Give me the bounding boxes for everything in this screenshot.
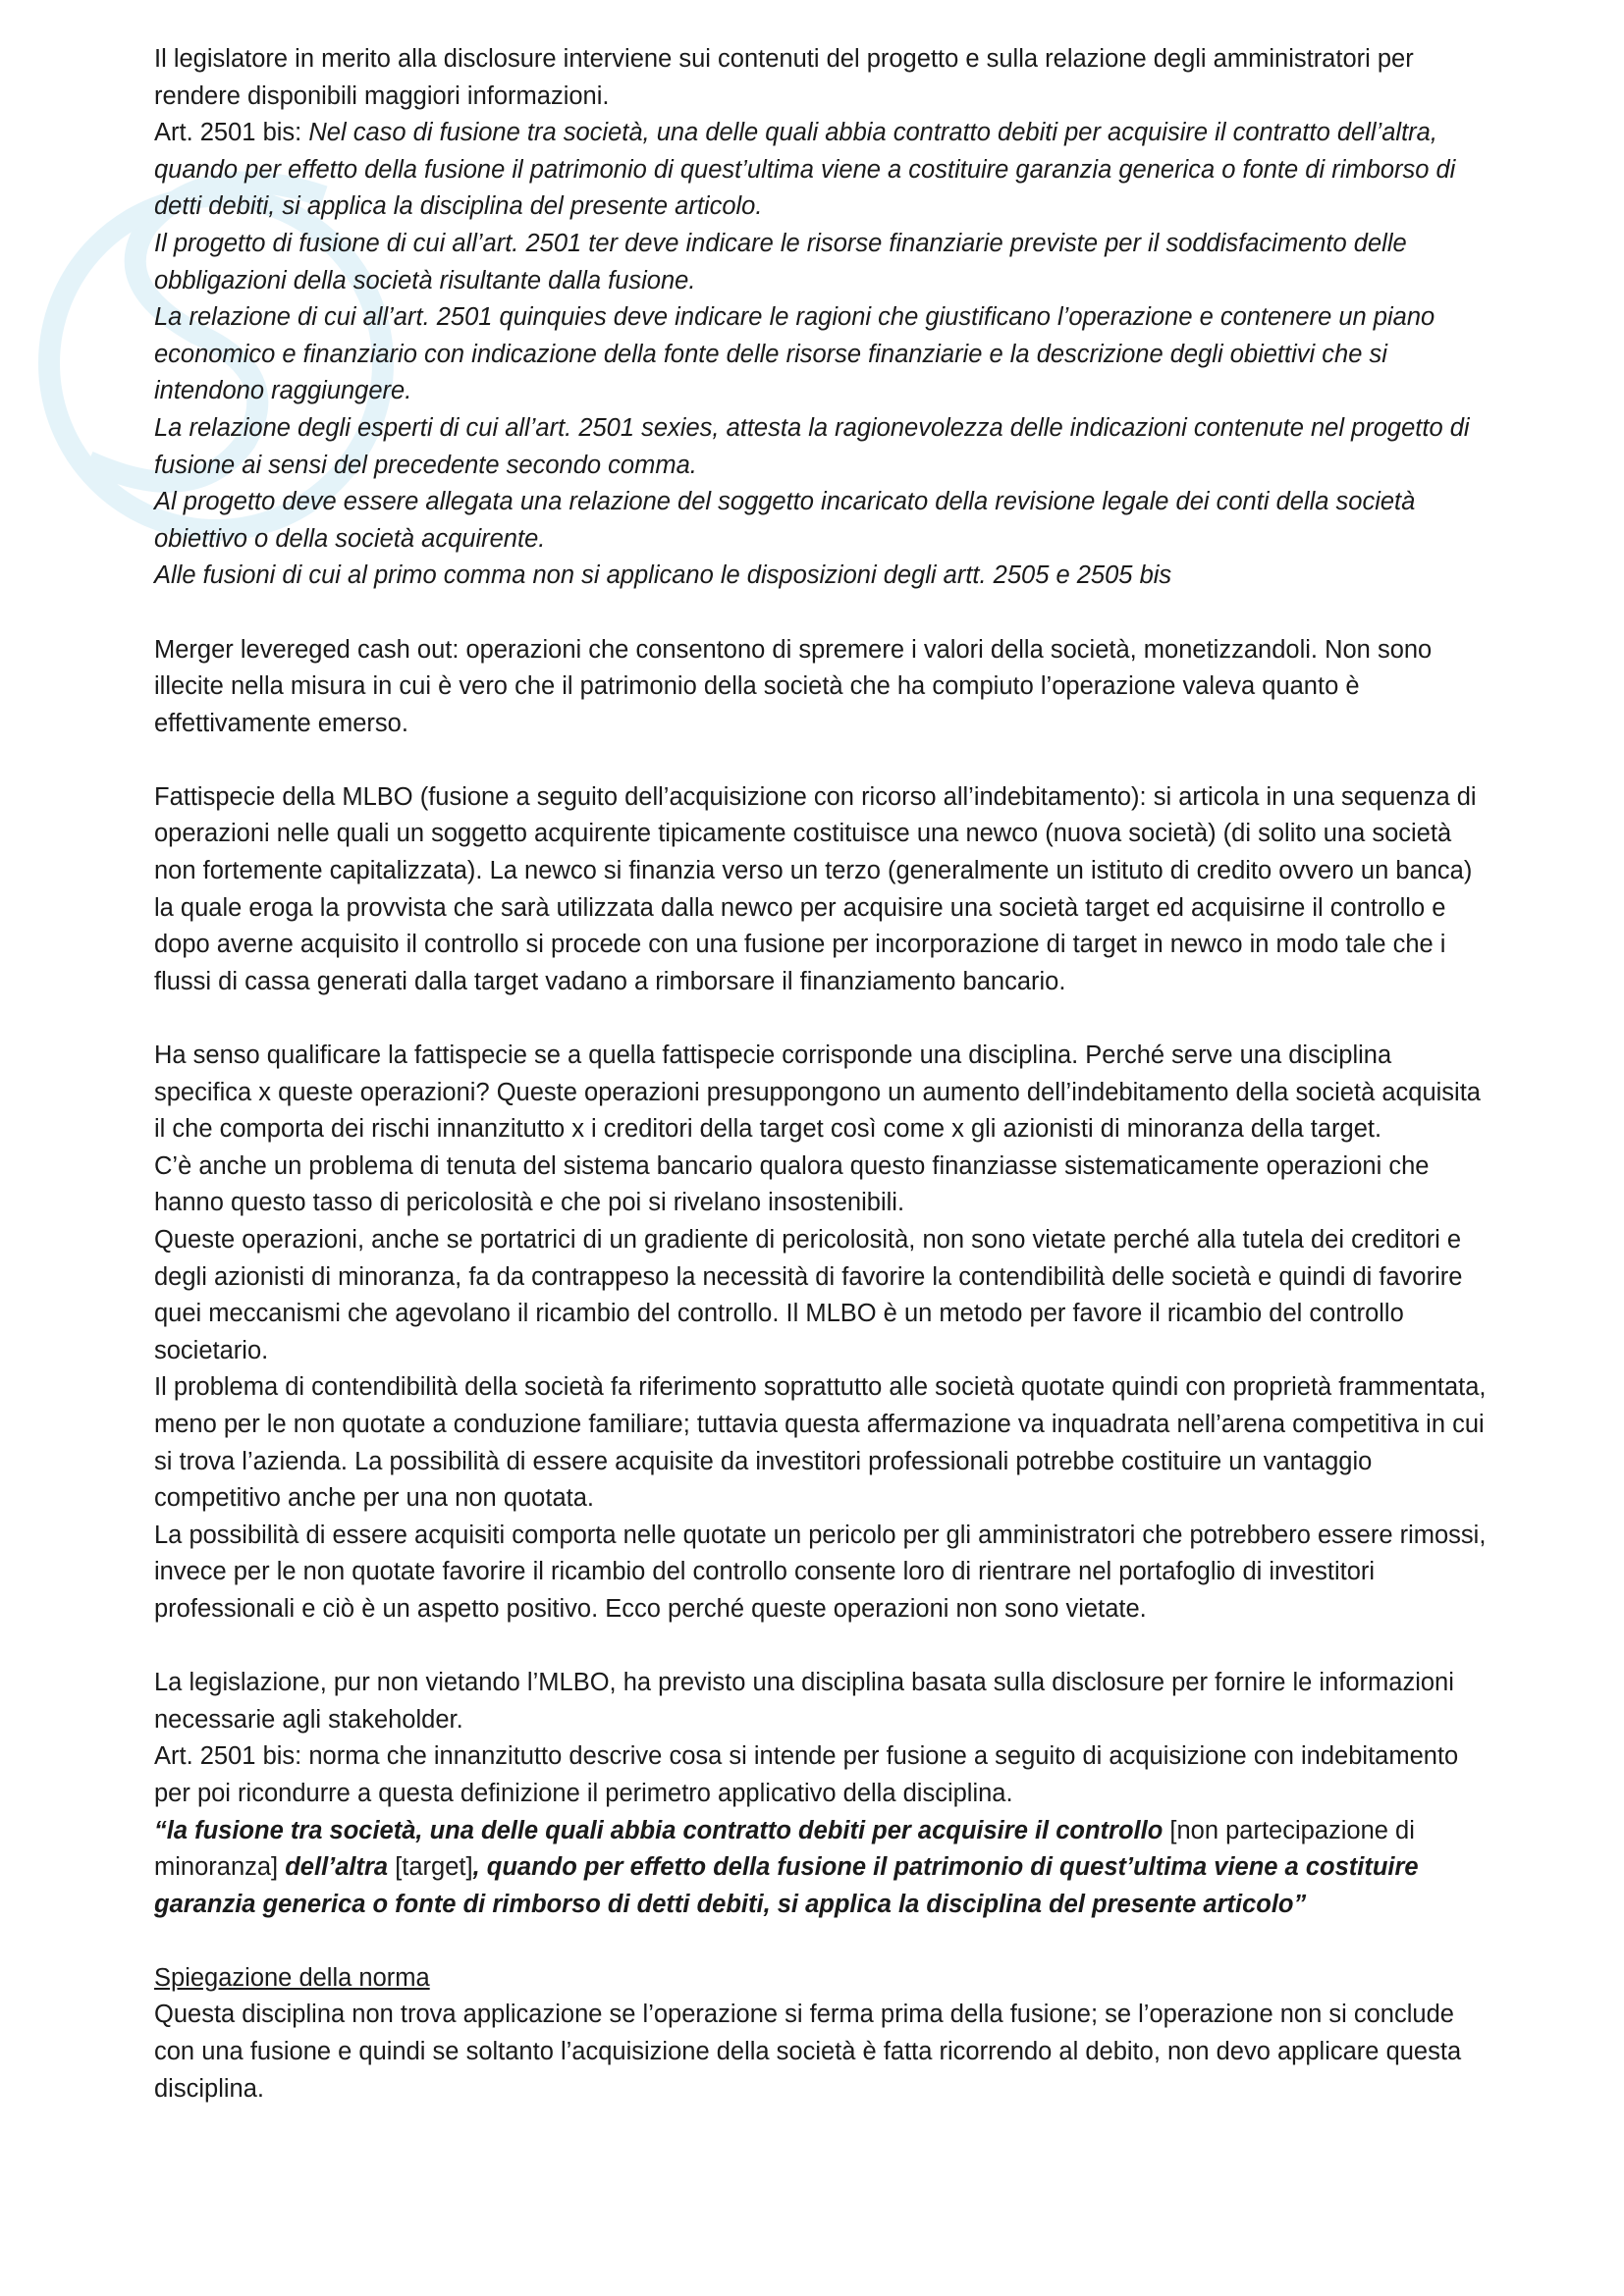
art-comma-2: Il progetto di fusione di cui all’art. 2501 ter deve indicare le risorse finanziarie previste per il soddisfacimento delle obbligazioni della società risultante dalla fusione. xyxy=(154,229,1407,294)
quote-part-b: [non partecipazione di minoranza] xyxy=(154,1816,1415,1882)
paragraph-art-2501-bis xyxy=(154,115,1489,226)
paragraph-vietate: Queste operazioni, anche se portatrici di un gradiente di pericolosità, non sono vietate perché alla tutela dei creditori e degli azionisti di minoranza, fa da contrappeso la necessità di favorire la contendibilità delle società e quindi di favorire quei meccanismi che agevolano il ricambio del controllo. Il MLBO è un metodo per favore il ricambio del controllo societario. xyxy=(154,1226,1463,1364)
quote-part-d: [target] xyxy=(388,1853,473,1882)
quote-part-e: , quando per effetto della fusione il patrimonio di quest’ultima viene a costituire garanzia generica o fonte di rimborso di detti debiti, si applica la disciplina del presente articolo” xyxy=(154,1853,1419,1918)
paragraph-intro: Il legislatore in merito alla disclosure interviene sui contenuti del progetto e sulla relazione degli amministratori per rendere disponibili maggiori informazioni. xyxy=(154,45,1414,110)
paragraph-mlbo: Fattispecie della MLBO (fusione a seguito dell’acquisizione con ricorso all’indebitamento): si articola in una sequenza di operazioni nelle quali un soggetto acquirente tipicamente costituisce una newco (nuova società) (di solito una società non fortemente capitalizzata). La newco si finanzia verso un terzo (generalmente un istituto di credito ovvero un banca) la quale eroga la provvista che sarà utilizzata dalla newco per acquisire una società target ed acquisirne il controllo e dopo averne acquisito il controllo si procede con una fusione per incorporazione di target in newco in modo tale che i flussi di cassa generati dalla target vadano a rimborsare il finanziamento bancario. xyxy=(154,782,1477,995)
quote-norma xyxy=(154,1813,1489,1924)
quote-part-c: dell’altra xyxy=(285,1853,389,1882)
art-comma-4: La relazione degli esperti di cui all’art. 2501 sexies, attesta la ragionevolezza delle indicazioni contenute nel progetto di fusione ai sensi del precedente secondo comma. xyxy=(154,413,1470,479)
art-comma-3: La relazione di cui all’art. 2501 quinquies deve indicare le ragioni che giustificano l’operazione e contenere un piano economico e finanziario con indicazione della fonte delle risorse finanziarie e la descrizione degli obiettivi che si intendono raggiungere. xyxy=(154,303,1435,405)
art-text: Nel caso di fusione tra società, una delle quali abbia contratto debiti per acquisire il contratto dell’altra, quando per effetto della fusione il patrimonio di quest’ultima viene a costituire garanzia generica o fonte di rimborso di detti debiti, si applica la disciplina del presente articolo. xyxy=(154,119,1456,221)
art-comma-5: Al progetto deve essere allegata una relazione del soggetto incaricato della revisione legale dei conti della società obiettivo o della società acquirente. xyxy=(154,488,1416,553)
art-comma-6: Alle fusioni di cui al primo comma non si applicano le disposizioni degli artt. 2505 e 2505 bis xyxy=(154,561,1172,590)
heading-spiegazione: Spiegazione della norma xyxy=(154,1963,430,1992)
paragraph-contendibilita: Il problema di contendibilità della società fa riferimento soprattutto alle società quotate quindi con proprietà frammentata, meno per le non quotate a conduzione familiare; tuttavia questa affermazione va inquadrata nell’arena competitiva in cui si trova l’azienda. La possibilità di essere acquisite da investitori professionali potrebbe costituire un vantaggio competitivo anche per una non quotata. xyxy=(154,1373,1487,1513)
art-label: Art. 2501 bis: xyxy=(154,119,309,147)
document-page xyxy=(154,41,1489,2108)
paragraph-merger: Merger levereged cash out: operazioni che consentono di spremere i valori della società, monetizzandoli. Non sono illecite nella misura in cui è vero che il patrimonio della società che ha compiuto l’operazione valeva quanto è effettivamente emerso. xyxy=(154,635,1433,737)
paragraph-spiegazione: Questa disciplina non trova applicazione se l’operazione si ferma prima della fusione; se l’operazione non si conclude con una fusione e quindi se soltanto l’acquisizione della società è fatta ricorrendo al debito, non devo applicare questa disciplina. xyxy=(154,2001,1462,2103)
paragraph-art-2: Art. 2501 bis: norma che innanzitutto descrive cosa si intende per fusione a seguito di acquisizione con indebitamento per poi ricondurre a questa definizione il perimetro applicativo della disciplina. xyxy=(154,1742,1459,1807)
paragraph-senso: Ha senso qualificare la fattispecie se a quella fattispecie corrisponde una disciplina. Perché serve una disciplina specifica x queste operazioni? Queste operazioni presuppongono un aumento dell’indebitamento della società acquisita il che comporta dei rischi innanzitutto x i creditori della target così come x gli azionisti di minoranza della target. xyxy=(154,1041,1481,1144)
paragraph-possibilita: La possibilità di essere acquisiti comporta nelle quotate un pericolo per gli amministratori che potrebbero essere rimossi, invece per le non quotate favorire il ricambio del controllo consente loro di rientrare nel portafoglio di investitori professionali e ciò è un aspetto positivo. Ecco perché queste operazioni non sono vietate. xyxy=(154,1521,1487,1623)
paragraph-tenuta: C’è anche un problema di tenuta del sistema bancario qualora questo finanziasse sistematicamente operazioni che hanno questo tasso di pericolosità e che poi si rivelano insostenibili. xyxy=(154,1151,1430,1217)
quote-part-a: “la fusione tra società, una delle quali abbia contratto debiti per acquisire il controllo xyxy=(154,1816,1164,1844)
paragraph-legislazione: La legislazione, pur non vietando l’MLBO, ha previsto una disciplina basata sulla disclosure per fornire le informazioni necessarie agli stakeholder. xyxy=(154,1669,1454,1734)
